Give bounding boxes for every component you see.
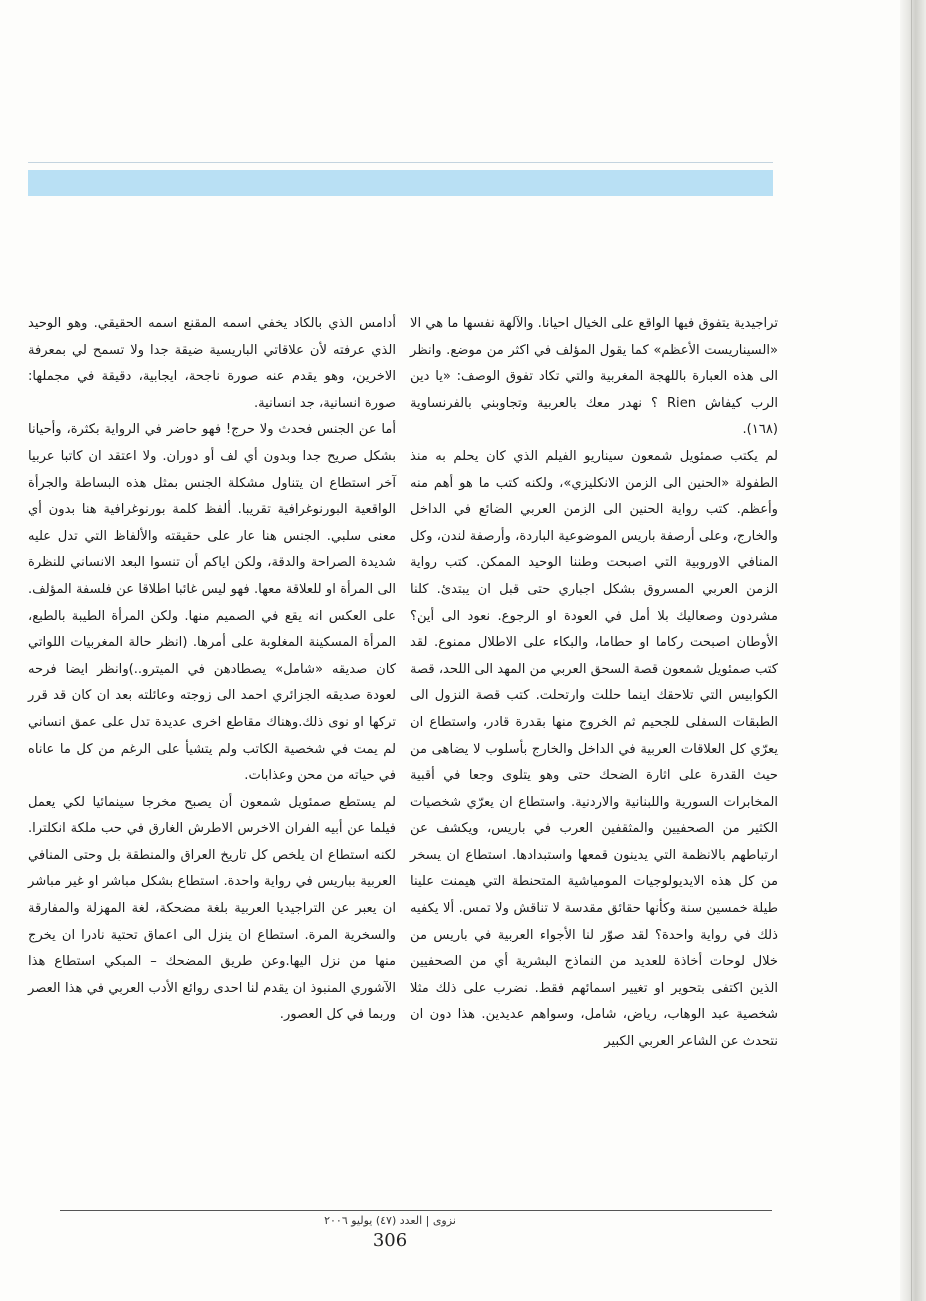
left-paragraph-3: لم يستطع صمئويل شمعون أن يصبح مخرجا سينمائيا لكي يعمل فيلما عن أبيه الفران الاخرس الاطرش الغارق في حب ملكة انكلترا. لكنه استطاع ان يلخص كل تاريخ العراق والمنطقة بل وحتى المنافي العربية بباريس في رواية واحدة. استطاع بشكل مباشر او غير مباشر ان يعبر عن التراجيديا العربية بلغة مضحكة، لغة المهزلة والمفارقة والسخرية المرة. استطاع ان ينزل الى اعماق تحتية نادرا ان يخرج منها من نزل اليها.وعن طريق المضحك – المبكي استطاع هذا الآشوري المنبوذ ان يقدم لنا احدى روائع الأدب العربي في هذا العصر وربما في كل العصور.: [28, 794, 396, 1023]
right-paragraph-2: لم يكتب صمئويل شمعون سيناريو الفيلم الذي كان يحلم به منذ الطفولة «الحنين الى الزمن الانكليزي»، ولكنه كتب ما هو أهم منه وأعظم. كتب رواية الحنين الى الزمن العربي الضائع في الداخل والخارج، وعلى أرصفة باريس الموضوعية الباردة، وأرصفة لندن، وكل المنافي الاوروبية التي اصبحت وطننا الوحيد الممكن. كتب رواية الزمن العربي المسروق بشكل اجباري حتى قبل ان يبتدئ. كلنا مشردون وصعاليك بلا أمل في العودة او الرجوع. نعود الى أين؟ الأوطان اصبحت ركاما او حطاما، والبكاء على الاطلال ممنوع. لقد كتب صمئويل شمعون قصة السحق العربي من المهد الى اللحد، قصة الكوابيس التي تلاحقك اينما حللت وارتحلت. كتب قصة النزول الى الطبقات السفلى للجحيم ثم الخروج منها بقدرة قادر، واستطاع ان يعرّي كل العلاقات العربية في الداخل والخارج بأسلوب لا يضاهى من حيث القدرة على اثارة الضحك حتى وهو يتلوى وجعا في أقبية المخابرات السورية واللبنانية والاردنية. واستطاع ان يعرّي شخصيات الكثير من الصحفيين والمثقفين العرب في باريس، ويكشف عن ارتباطهم بالانظمة التي يدينون قمعها واستبدادها. استطاع ان يسخر من كل هذه الايديولوجيات المومياشية المتحنطة التي هيمنت علينا طيلة خمسين سنة وكأنها حقائق مقدسة لا تناقش ولا تمس. ألا يكفيه ذلك في رواية واحدة؟ لقد صوّر لنا الأجواء العربية في باريس من خلال لوحات أخاذة للعديد من النماذج البشرية أي من الصحفيين الذين اكتفى بتحوير او تغيير اسمائهم فقط. نضرب على ذلك مثلا شخصية عبد الوهاب، رياض، شامل، وسواهم عديدين. هذا دون ان نتحدث عن الشاعر العربي الكبير: [410, 448, 778, 1050]
right-paragraph-1: تراجيدية يتفوق فيها الواقع على الخيال احيانا. والآلهة نفسها ما هي الا «السيناريست الأعظم» كما يقول المؤلف في اكثر من موضع. وانظر الى هذه العبارة باللهجة المغربية والتي تكاد تفوق الوصف: «يا دين الرب كيفاش Rien ؟ نهدر معك بالعربية وتجاوبني بالفرنساوية (١٦٨).: [410, 316, 778, 438]
header-band: [28, 170, 773, 196]
left-paragraph-1: أدامس الذي بالكاد يخفي اسمه المقنع اسمه الحقيقي. وهو الوحيد الذي عرفته لأن علاقاتي الباريسية ضيقة جدا ولا تسمح لي بمعرفة الاخرين، وهو يقدم عنه صورة ناجحة، ايجابية، دقيقة في مجملها: صورة انسانية، جد انسانية.: [28, 316, 396, 411]
page-edge-line: [911, 0, 912, 1301]
footer-rule: [60, 1210, 772, 1211]
header-rule: [28, 162, 773, 163]
footer-issue: نزوى | العدد (٤٧) يوليو ٢٠٠٦: [324, 1214, 456, 1227]
page-number: 306: [372, 1230, 408, 1251]
page-edge-shadow: [900, 0, 926, 1301]
right-column: [410, 311, 778, 1056]
left-column: [28, 311, 396, 1029]
left-paragraph-2: أما عن الجنس فحدث ولا حرج! فهو حاضر في الرواية بكثرة، وأحيانا بشكل صريح جدا وبدون أي لف أو دوران. ولا اعتقد ان كاتبا عربيا آخر استطاع ان يتناول مشكلة الجنس بمثل هذه البساطة والجرأة الواقعية البورنوغرافية تقريبا. ألفظ كلمة بورنوغرافية هنا بدون أي معنى سلبي. الجنس هنا عار على حقيقته والألفاظ التي تدل عليه شديدة الصراحة والدقة، ولكن اياكم أن تنسوا البعد الانساني للنظرة الى المرأة او للعلاقة معها. فهو ليس غائبا اطلاقا عن فلسفة المؤلف. على العكس انه يقع في الصميم منها. ولكن المرأة الطيبة بالطبع، المرأة المسكينة المغلوبة على أمرها. (انظر حالة المغربيات اللواتي كان صديقه «شامل» يصطادهن في الميترو..)وانظر ايضا فرحه لعودة صديقه الجزائري احمد الى زوجته وعائلته بعد ان كان قد قرر تركها او نوى ذلك.وهناك مقاطع اخرى عديدة تدل على عمق انساني لم يمت في شخصية الكاتب ولم يتشيأ على الرغم من كل ما عاناه في حياته من محن وعذابات.: [28, 422, 396, 784]
